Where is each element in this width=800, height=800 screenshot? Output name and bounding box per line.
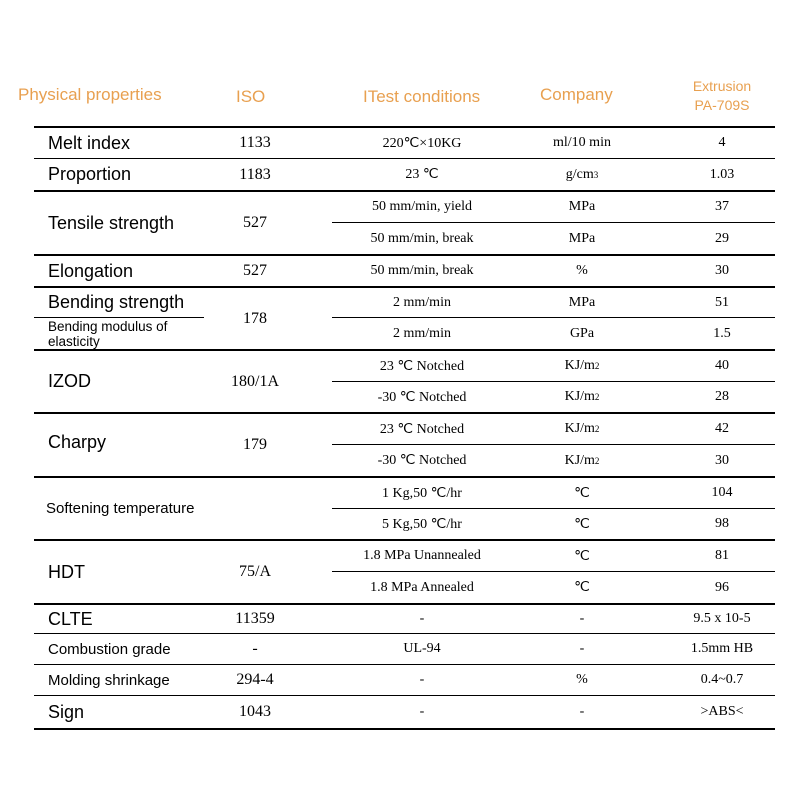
header-test-conditions: ITest conditions: [363, 87, 481, 106]
unit: KJ/m 2: [564, 389, 600, 404]
property-name: Charpy: [48, 431, 107, 452]
value: 42: [715, 421, 729, 436]
header-company: Company: [540, 85, 613, 104]
value: 30: [715, 263, 729, 278]
value: 37: [715, 199, 729, 214]
iso-standard: 75/A: [239, 563, 271, 580]
unit: ℃: [574, 485, 590, 501]
unit: g/cm 3: [565, 166, 599, 182]
unit: KJ/m 2: [564, 358, 600, 373]
property-name: Elongation: [48, 260, 134, 281]
test-condition: 1 Kg,50 ℃/hr: [382, 485, 462, 501]
header-product-line2: PA-709S: [694, 97, 750, 113]
value: 4: [718, 135, 726, 150]
unit: -: [579, 641, 585, 656]
iso-standard: -: [252, 640, 258, 657]
value: 1.03: [709, 166, 735, 182]
iso-standard: 179: [243, 436, 267, 453]
value: 1.5mm HB: [690, 641, 754, 656]
iso-standard: 527: [243, 214, 267, 231]
iso-standard: 1183: [239, 165, 271, 183]
test-condition: -: [419, 672, 425, 687]
test-condition: 23 ℃ Notched: [379, 421, 465, 437]
header-product: [672, 77, 772, 115]
iso-standard: 294-4: [236, 671, 274, 688]
value: 104: [711, 485, 733, 500]
iso-standard: 1133: [239, 134, 271, 151]
test-condition: UL-94: [403, 641, 441, 656]
test-condition: 50 mm/min, break: [370, 263, 474, 278]
value: 51: [715, 294, 729, 310]
unit: KJ/m 2: [564, 452, 600, 468]
property-name: Tensile strength: [48, 212, 175, 233]
value: 1.5: [713, 325, 731, 341]
test-condition: -: [419, 611, 425, 626]
unit: %: [576, 672, 588, 687]
property-name: Sign: [48, 701, 85, 722]
property-name: Molding shrinkage: [48, 671, 170, 689]
value: 81: [715, 548, 729, 563]
unit: ml/10 min: [553, 135, 611, 150]
property-name: Bending strength: [48, 292, 185, 312]
value: 30: [715, 452, 729, 468]
value: 29: [715, 230, 729, 246]
property-name: Proportion: [48, 164, 132, 184]
test-condition: 23 ℃: [405, 167, 439, 182]
iso-standard: 178: [243, 309, 267, 327]
unit: -: [579, 704, 585, 719]
test-condition: 50 mm/min, break: [370, 230, 474, 246]
value: 9.5 x 10-5: [693, 611, 751, 626]
test-condition: 2 mm/min: [393, 325, 451, 341]
test-condition: 50 mm/min, yield: [372, 199, 472, 214]
test-condition: -30 ℃ Notched: [377, 453, 467, 468]
value: 0.4~0.7: [700, 672, 744, 687]
unit: MPa: [568, 294, 596, 310]
header-product-line1: Extrusion: [692, 78, 752, 94]
iso-standard: 527: [243, 262, 267, 279]
value: 40: [715, 358, 729, 373]
test-condition: 2 mm/min: [393, 294, 451, 310]
test-condition: 1.8 MPa Annealed: [370, 579, 474, 595]
property-name: Melt index: [48, 132, 131, 153]
table-bottom-rule: [34, 728, 775, 730]
iso-standard: 11359: [235, 610, 275, 627]
unit-base: KJ/m: [564, 389, 595, 404]
unit-base: KJ/m: [564, 421, 595, 436]
unit: MPa: [568, 230, 596, 246]
property-name: IZOD: [48, 371, 91, 391]
value: 96: [715, 579, 729, 595]
unit-base: KJ/m: [564, 452, 595, 468]
test-condition: -: [419, 704, 425, 719]
value: 28: [715, 389, 729, 404]
unit: ℃: [574, 516, 590, 532]
property-name: CLTE: [48, 608, 93, 629]
unit: ℃: [574, 580, 590, 595]
value: >ABS<: [700, 704, 744, 719]
unit-base: KJ/m: [564, 358, 595, 373]
test-condition: 1.8 MPa Unannealed: [363, 548, 481, 563]
unit: %: [576, 263, 588, 278]
property-name: Softening temperature: [46, 500, 195, 517]
unit-base: g/cm: [565, 166, 594, 182]
iso-standard: 180/1A: [231, 372, 279, 390]
property-name: Combustion grade: [48, 640, 171, 658]
test-condition: 5 Kg,50 ℃/hr: [382, 516, 462, 532]
header-iso: ISO: [236, 87, 266, 106]
unit: GPa: [569, 325, 595, 341]
unit: ℃: [574, 548, 590, 564]
test-condition: -30 ℃ Notched: [377, 389, 467, 405]
value: 98: [715, 516, 729, 531]
unit: -: [579, 611, 585, 626]
iso-standard: 1043: [239, 703, 271, 720]
unit: MPa: [568, 199, 596, 214]
property-name: Bending modulus of elasticity: [48, 318, 168, 349]
test-condition: 23 ℃ Notched: [379, 358, 465, 374]
test-condition: 220℃×10KG: [382, 135, 462, 151]
unit: KJ/m 2: [564, 421, 600, 436]
property-name: HDT: [48, 561, 85, 582]
header-physical-properties: Physical properties: [18, 85, 162, 104]
